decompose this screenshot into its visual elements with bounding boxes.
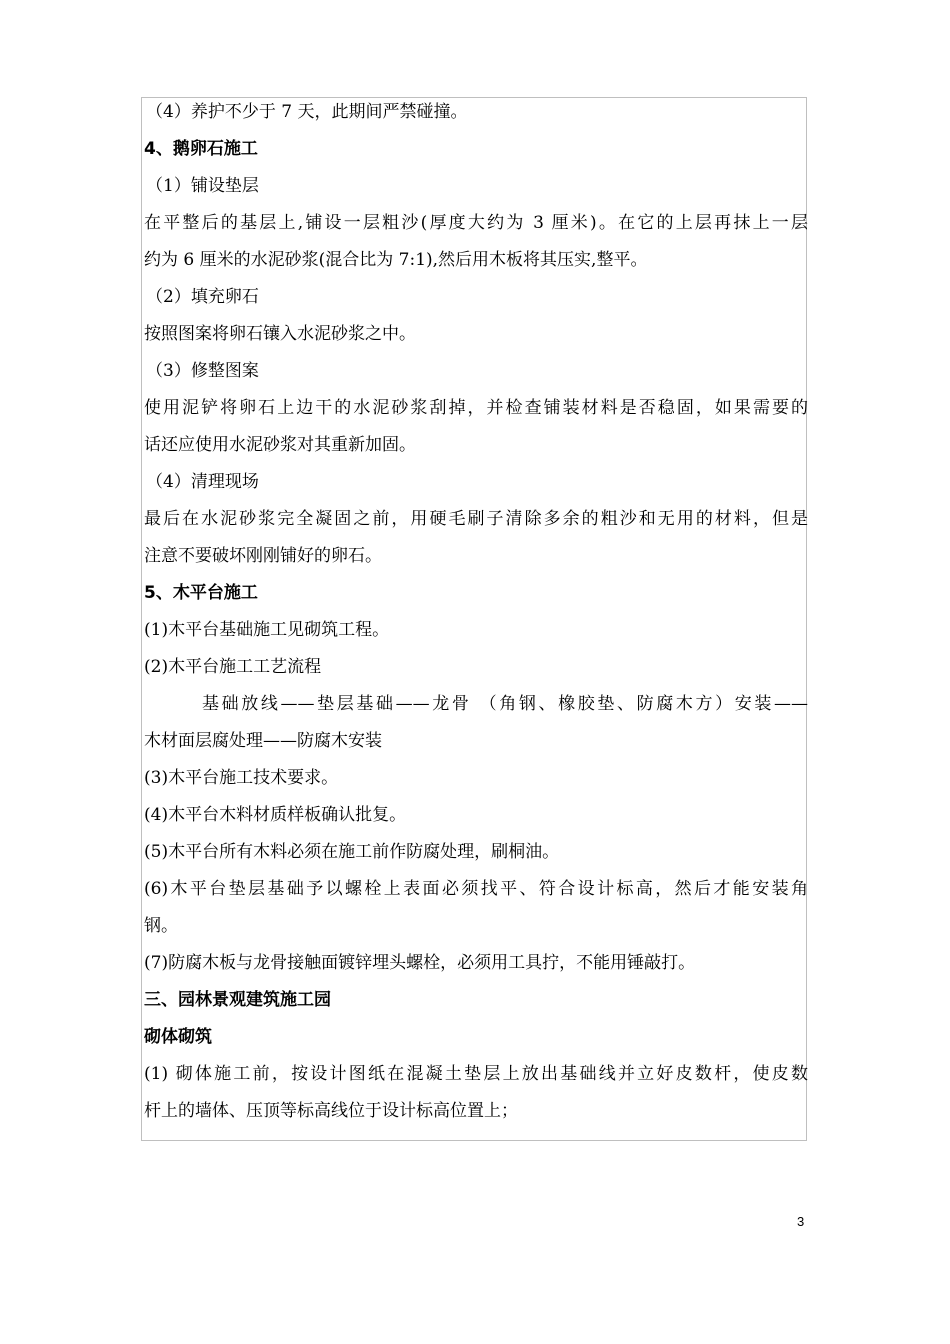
section-heading: 4、鹅卵石施工 [144,139,258,159]
page-number: 3 [797,1214,805,1229]
sub-heading: （1）铺设垫层 [146,176,259,196]
list-item: (7)防腐木板与龙骨接触面镀锌埋头螺栓，必须用工具拧，不能用锤敲打。 [144,953,696,973]
sub-heading: （4）清理现场 [146,472,259,492]
paragraph-line: 注意不要破坏刚刚铺好的卵石。 [144,546,382,566]
process-flow-line: 基础放线——垫层基础——龙骨 （角钢、橡胶垫、防腐木方）安装—— [202,694,808,714]
process-flow-line: 木材面层腐处理——防腐木安装 [144,731,382,751]
list-item-continuation: 杆上的墙体、压顶等标高线位于设计标高位置上； [144,1101,518,1121]
list-item: (3)木平台施工技术要求。 [144,768,339,788]
paragraph-line: （4）养护不少于 7 天，此期间严禁碰撞。 [146,102,468,122]
list-item-continuation: 钢。 [144,916,178,936]
sub-heading: （3）修整图案 [146,361,259,381]
list-item: (4)木平台木料材质样板确认批复。 [144,805,407,825]
list-item: (5)木平台所有木料必须在施工前作防腐处理，刷桐油。 [144,842,560,862]
list-item: (6)木平台垫层基础予以螺栓上表面必须找平、符合设计标高，然后才能安装角 [144,879,808,899]
sub-heading: （2）填充卵石 [146,287,259,307]
section-heading: 砌体砌筑 [144,1027,212,1047]
list-item: (1)木平台基础施工见砌筑工程。 [144,620,390,640]
section-heading: 5、木平台施工 [144,583,258,603]
paragraph-line: 在平整后的基层上,铺设一层粗沙(厚度大约为 3 厘米)。在它的上层再抹上一层 [144,213,808,233]
paragraph-line: 按照图案将卵石镶入水泥砂浆之中。 [144,324,416,344]
paragraph-line: 约为 6 厘米的水泥砂浆(混合比为 7:1),然后用木板将其压实,整平。 [144,250,648,270]
paragraph-line: 使用泥铲将卵石上边干的水泥砂浆刮掉，并检查铺装材料是否稳固，如果需要的 [144,398,808,418]
chapter-heading: 三、园林景观建筑施工园 [144,990,331,1010]
paragraph-line: 话还应使用水泥砂浆对其重新加固。 [144,435,416,455]
paragraph-line: 最后在水泥砂浆完全凝固之前，用硬毛刷子清除多余的粗沙和无用的材料，但是 [144,509,808,529]
document-body [144,94,808,1130]
list-item: (1) 砌体施工前，按设计图纸在混凝土垫层上放出基础线并立好皮数杆，使皮数 [144,1064,808,1084]
list-item: (2)木平台施工工艺流程 [144,657,322,677]
